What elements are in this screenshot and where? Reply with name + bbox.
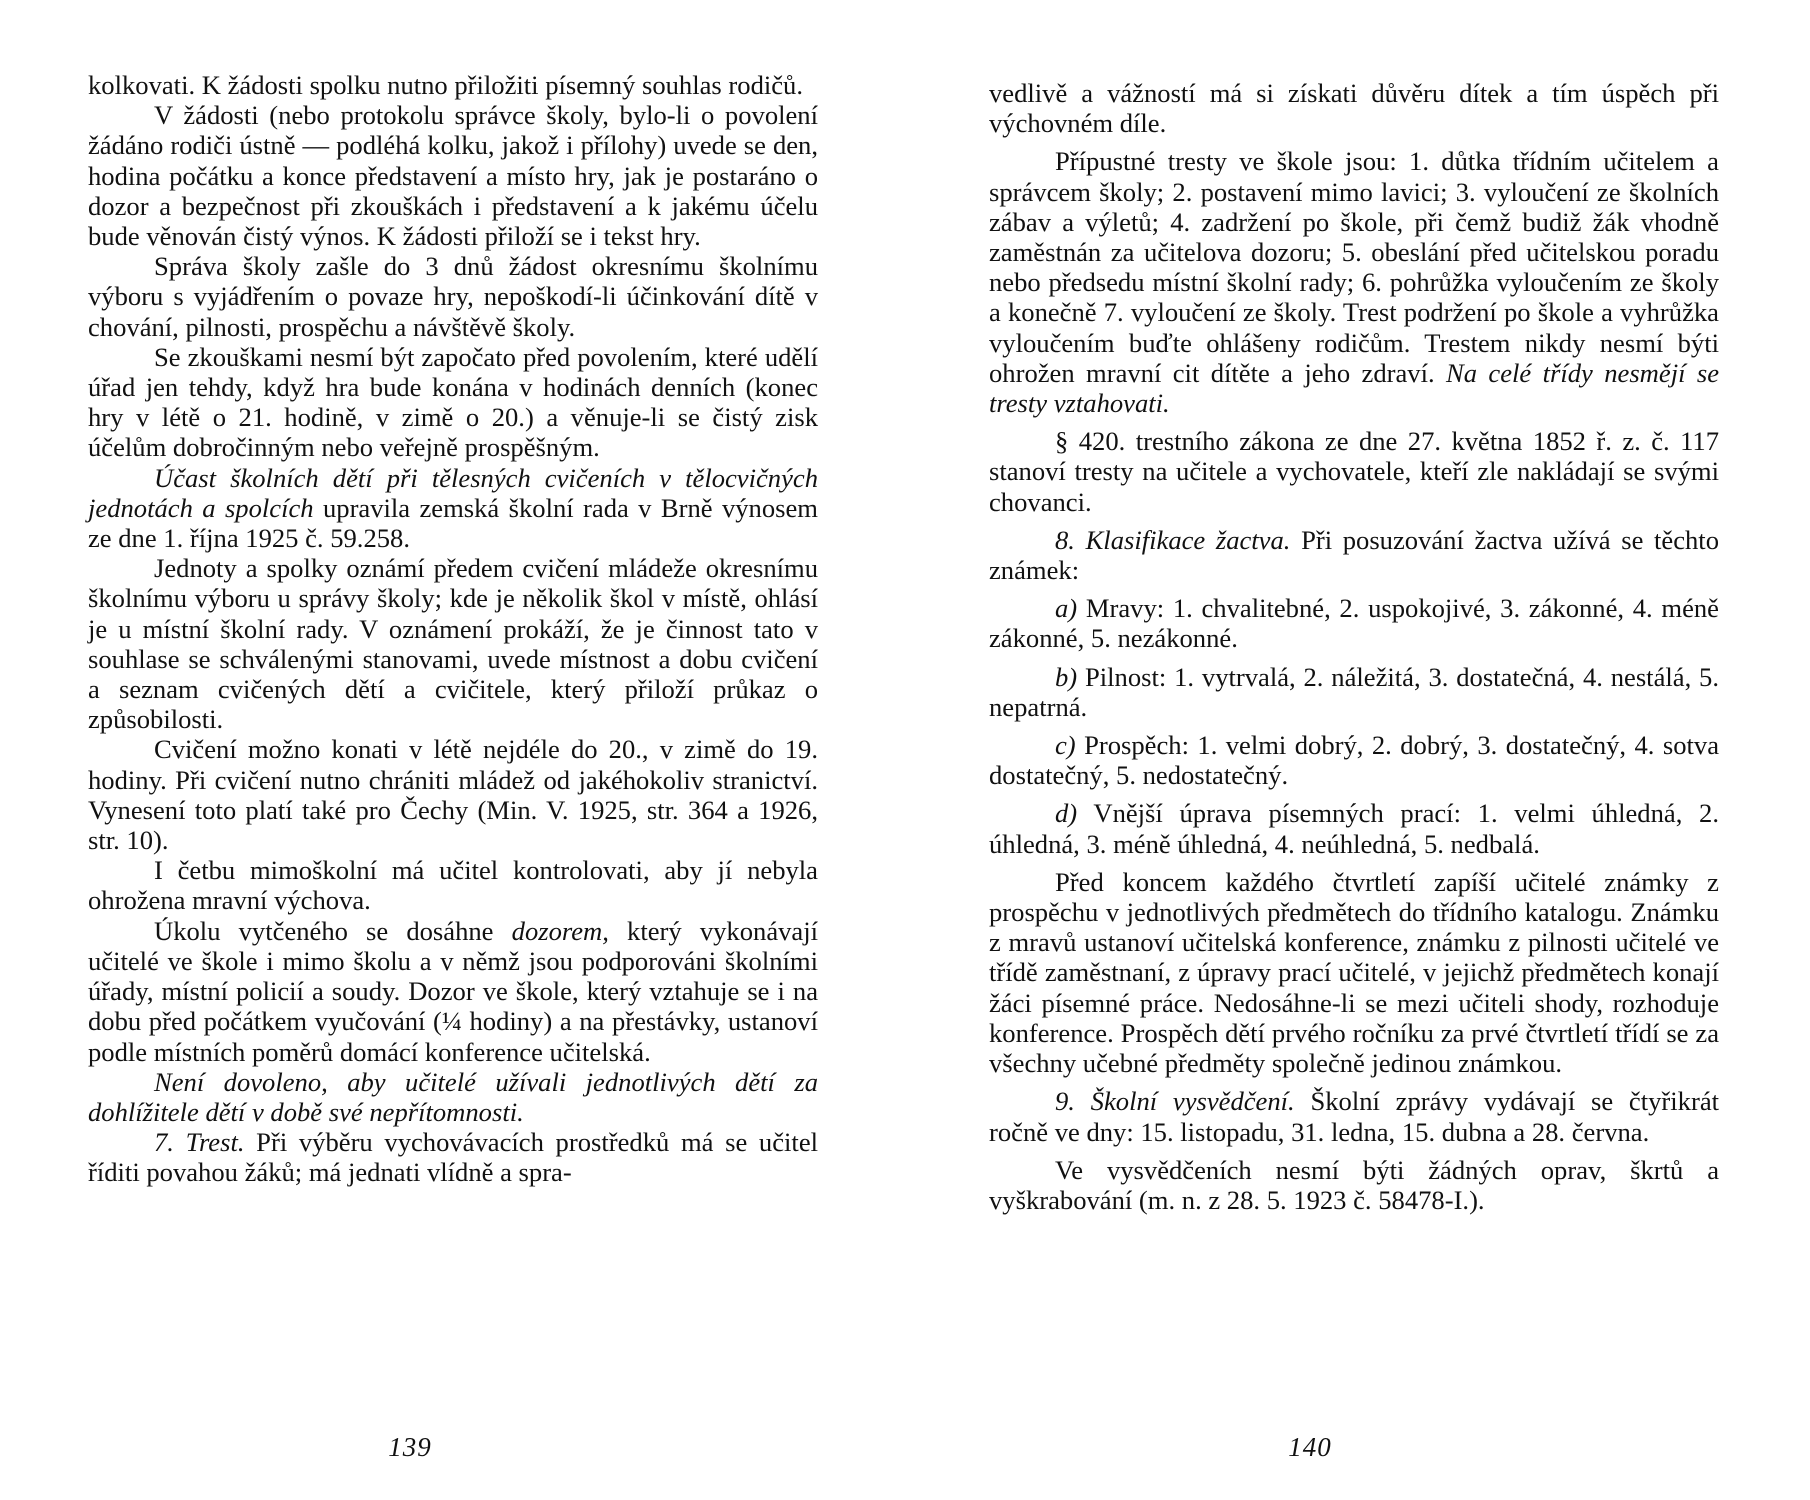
left-page-text xyxy=(88,70,818,1188)
paragraph xyxy=(989,426,1719,517)
text-run: Školní zprávy vydávají se čtyřikrát ročně ve dny: 15. listopadu, 31. ledna, 15. dubna a 28. června. xyxy=(989,1086,1720,1147)
paragraph xyxy=(989,730,1719,790)
right-page-text xyxy=(989,78,1719,1215)
text-run: Při výběru vychovávacích prostředků má se učitel říditi povahou žáků; má jednati vlídně a spra- xyxy=(88,1127,819,1188)
italic-run: Na celé třídy nesmějí se tresty vztahovati. xyxy=(989,357,1720,419)
page-number: 140 xyxy=(1288,1432,1332,1462)
text-run: kolkovati. K žádosti spolku nutno přiložiti písemný souhlas rodičů. xyxy=(88,70,804,100)
text-run: Správa školy zašle do 3 dnů žádost okresnímu školnímu výboru s vyjádřením o povaze hry, nepoškodí-li účinkování dítě v chování, pilnosti, prospěchu a návštěvě školy. xyxy=(88,251,818,342)
italic-run: Účast školních dětí při tělesných cvičeních v tělocvičných jednotách a spolcích xyxy=(88,462,818,523)
text-run: Prospěch: 1. velmi dobrý, 2. dobrý, 3. dostatečný, 4. sotva dostatečný, 5. nedostatečný. xyxy=(989,730,1719,791)
page-number: 139 xyxy=(388,1432,432,1462)
paragraph xyxy=(989,1086,1719,1146)
text-run: Jednoty a spolky oznámí předem cvičení mládeže okresnímu školnímu výboru u správy školy; kde je několik škol v místě, ohlásí je u místní školní rady. V oznámení prokáží, že je činnost tato v souhlase se schválenými stanovami, uvede místnost a dobu cvičení a seznam cvičených dětí a cvičitele, který přiloží průkaz o způsobilosti. xyxy=(88,553,818,735)
paragraph xyxy=(989,78,1719,138)
paragraph xyxy=(88,342,818,463)
paragraph xyxy=(88,1127,818,1187)
right-page xyxy=(905,0,1810,1500)
text-run: Ve vysvědčeních nesmí býti žádných oprav, škrtů a vyškrabování (m. n. z 28. 5. 1923 č. 58478-I.). xyxy=(989,1154,1719,1215)
paragraph xyxy=(989,867,1719,1078)
text-run: který vykonávají učitelé ve škole i mimo školu a v němž jsou podporováni školními úřady, místní policií a soudy. Dozor ve škole, který vztahuje se i na dobu před počátkem vyučování (¼ hodiny) a na přestávky, ustanoví podle místních poměrů domácí konference učitelská. xyxy=(88,915,818,1067)
paragraph xyxy=(88,916,818,1067)
italic-run: 9. Školní vysvědčení. xyxy=(1055,1086,1295,1117)
paragraph xyxy=(989,1155,1719,1215)
text-run: Přípustné tresty ve škole jsou: 1. důtka třídním učitelem a správcem školy; 2. postavení mimo lavici; 3. vyloučení ze školních zábav a výletů; 4. zadržení po škole, při čemž budiž žák vhodně zaměstnán za učitelova dozoru; 5. obeslání před učitelskou poradu nebo předsedu místní školní rady; 6. pohrůžka vyloučením ze školy a konečně 7. vyloučení ze školy. Trest podržení po škole a vyhrůžka vyloučením buďte ohlášeny rodičům. Trestem nikdy nesmí býti ohrožen mravní cit dítěte a jeho zdraví. xyxy=(989,146,1719,388)
text-run: Pilnost: 1. vytrvalá, 2. náležitá, 3. dostatečná, 4. nestálá, 5. nepatrná. xyxy=(989,661,1719,722)
text-run: Mravy: 1. chvalitebné, 2. uspokojivé, 3. zákonné, 4. méně zákonné, 5. nezákonné. xyxy=(989,593,1719,654)
italic-run: 8. Klasifikace žactva. xyxy=(1055,524,1291,555)
paragraph xyxy=(88,734,818,855)
text-run: Cvičení možno konati v létě nejdéle do 20., v zimě do 19. hodiny. Při cvičení nutno chrániti mládež od jakéhokoliv stranictví. Vynesení toto platí také pro Čechy (Min. V. 1925, str. 364 a 1926, str. 10). xyxy=(88,734,818,856)
paragraph xyxy=(989,593,1719,653)
text-run: V žádosti (nebo protokolu správce školy, bylo-li o povolení žádáno rodiči ústně — podléhá kolku, jakož i přílohy) uvede se den, hodina počátku a konce představení a místo hry, jak je postaráno o dozor a bezpečnost při zkouškách i představení a k jakému účelu bude věnován čistý výnos. K žádosti přiloží se i tekst hry. xyxy=(88,100,818,252)
paragraph xyxy=(88,70,818,100)
paragraph xyxy=(989,525,1719,585)
paragraph xyxy=(88,100,818,251)
paragraph xyxy=(88,1067,818,1127)
italic-run: 7. Trest. xyxy=(154,1127,245,1158)
text-run: Se zkouškami nesmí být započato před povolením, které udělí úřad jen tehdy, když hra bude konána v hodinách denních (konec hry v létě o 21. hodině, v zimě o 20.) a věnuje-li se čistý zisk účelům dobročinným nebo veřejně prospěšným. xyxy=(88,341,818,463)
paragraph xyxy=(989,798,1719,858)
text-run: vedlivě a vážností má si získati důvěru dítek a tím úspěch při výchovném díle. xyxy=(989,78,1719,139)
italic-run: c) xyxy=(1055,730,1076,761)
paragraph xyxy=(989,662,1719,722)
italic-run: Není dovoleno, aby učitelé užívali jednotlivých dětí za dohlížitele dětí v době své nepřítomnosti. xyxy=(88,1066,818,1127)
italic-run: d) xyxy=(1055,798,1078,829)
text-run: Vnější úprava písemných prací: 1. velmi úhledná, 2. úhledná, 3. méně úhledná, 4. neúhledná, 5. nedbalá. xyxy=(989,798,1719,859)
paragraph xyxy=(88,553,818,734)
paragraph xyxy=(989,146,1719,418)
text-run: Při posuzování žactva užívá se těchto známek: xyxy=(989,524,1719,586)
text-run: I četbu mimoškolní má učitel kontrolovati, aby jí nebyla ohrožena mravní výchova. xyxy=(88,855,818,916)
italic-run: a) xyxy=(1055,593,1078,624)
paragraph xyxy=(88,855,818,915)
text-run: Úkolu vytčeného se dosáhne xyxy=(154,915,512,946)
italic-run: b) xyxy=(1055,661,1078,692)
text-run: upravila zemská školní rada v Brně výnosem ze dne 1. října 1925 č. 59.258. xyxy=(88,492,818,554)
paragraph xyxy=(88,251,818,342)
text-run: Před koncem každého čtvrtletí zapíší učitelé známky z prospěchu v jednotlivých předmětech do třídního katalogu. Známku z mravů ustanoví učitelská konference, známku z pilnosti učitelé ve třídě zaměstnaní, z úpravy prací učitelé, v jejichž předmětech konají žáci písemné práce. Nedosáhne-li se mezi učiteli shody, rozhoduje konference. Prospěch dětí prvého ročníku za prvé čtvrtletí třídí se za všechny učebné předměty společně jedinou známkou. xyxy=(989,866,1719,1079)
italic-run: dozorem, xyxy=(511,915,609,946)
paragraph xyxy=(88,463,818,554)
text-run: § 420. trestního zákona ze dne 27. května 1852 ř. z. č. 117 stanoví tresty na učitele a vychovatele, kteří zle nakládají se svými chovanci. xyxy=(989,426,1719,517)
